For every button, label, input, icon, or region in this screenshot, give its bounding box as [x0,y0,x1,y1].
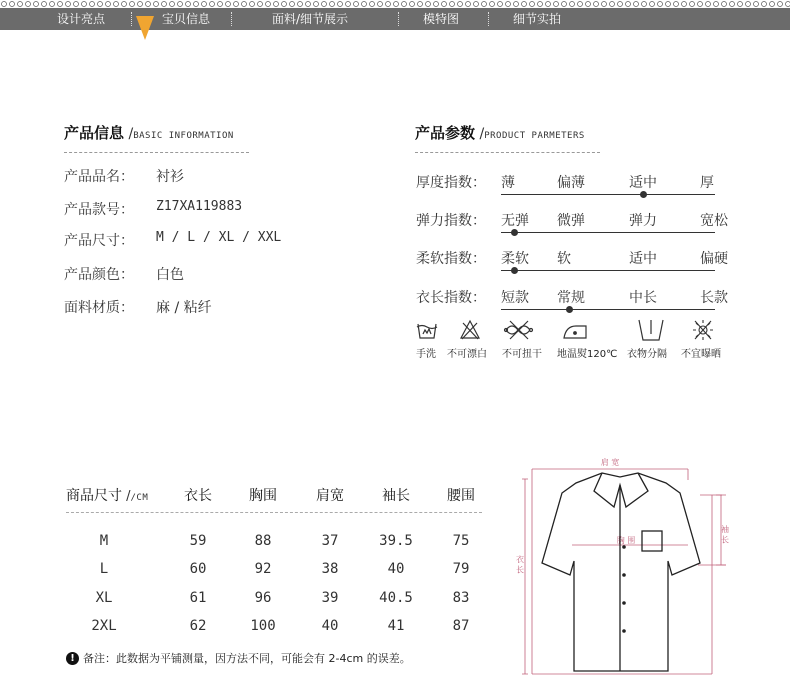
product-params-title: 产品参数 [415,124,476,142]
param-option: 宽松 [700,213,728,229]
nav-tab-model[interactable]: 模特图 [423,12,460,26]
size-note-text: 备注：此数据为平铺测量，因方法不同，可能会有 2-4cm 的误差。 [83,652,411,665]
nav-divider [231,12,232,26]
param-option: 无弹 [501,213,529,229]
param-option: 中长 [629,290,657,306]
nav-divider [488,12,489,26]
param-option: 弹力 [629,213,657,229]
param-option: 适中 [629,251,657,267]
param-option: 偏硬 [700,251,728,267]
column-header: 袖长 [382,488,410,504]
nav-divider [131,12,132,26]
product-params-subtitle: PRODUCT PARMETERS [484,131,585,141]
param-option: 柔软 [501,251,529,267]
nav-divider [398,12,399,26]
column-header: 肩宽 [316,488,344,504]
param-scale-line [501,194,715,195]
nav-tab-product-info[interactable]: 宝贝信息 [162,12,211,26]
sleeve-label: 袖 长 [720,525,730,544]
nav-top-border [0,0,790,8]
info-value: 麻 / 粘纤 [156,300,212,316]
divider [415,152,600,153]
table-cell: 75 [452,533,470,549]
no-wring-icon [505,321,533,339]
info-label: 产品品名： [64,169,134,185]
param-selected-dot [511,267,518,274]
column-header: 衣长 [184,488,212,504]
info-value: 白色 [156,267,184,283]
nav-tab-design[interactable]: 设计亮点 [57,12,106,26]
table-cell: 92 [254,561,272,577]
product-info-heading: 产品信息 /BASIC INFORMATION [64,124,234,142]
separate-wash-icon [639,320,663,340]
table-cell: 60 [189,561,207,577]
param-scale-line [501,232,715,233]
param-option: 偏薄 [557,175,585,191]
size-cell: L [99,561,109,577]
chest-label: 胸 围 [616,536,636,545]
info-row [64,199,134,219]
info-row [64,166,134,186]
table-cell: 100 [250,618,276,634]
info-value: Z17XA119883 [156,199,243,214]
care-label: 地温熨120℃ [557,349,618,360]
shirt-diagram [515,455,744,677]
table-cell: 62 [189,618,207,634]
size-table-unit: /CM [130,493,149,503]
table-cell: 40.5 [379,590,413,606]
care-label: 不可漂白 [447,349,487,360]
table-cell: 39.5 [379,533,413,549]
product-params-heading: 产品参数 /PRODUCT PARMETERS [415,124,585,142]
param-selected-dot [640,191,647,198]
table-cell: 59 [189,533,207,549]
param-option: 薄 [501,175,515,191]
param-option: 常规 [557,290,585,306]
info-label: 产品颜色： [64,267,134,283]
nav-tab-fabric[interactable]: 面料/细节展示 [272,12,349,26]
size-cell: M [99,533,109,549]
param-scale-line [501,270,715,271]
shoulder-label: 肩 宽 [600,458,620,467]
table-cell: 83 [452,590,470,606]
param-selected-dot [511,229,518,236]
table-cell: 39 [321,590,339,606]
param-option: 微弹 [557,213,585,229]
nav-bar [0,8,790,30]
table-cell: 79 [452,561,470,577]
hand-wash-icon [417,324,437,338]
table-cell: 96 [254,590,272,606]
table-cell: 88 [254,533,272,549]
table-cell: 38 [321,561,339,577]
table-cell: 41 [387,618,405,634]
care-label: 不可扭干 [502,349,542,360]
size-cell: XL [95,590,113,606]
divider [66,512,482,513]
no-sun-icon [693,320,713,340]
warning-icon: ! [66,652,79,665]
param-label: 衣长指数： [416,290,486,306]
product-info-title: 产品信息 [64,124,125,142]
size-table-heading: 商品尺寸 //CM [66,488,149,504]
product-info-subtitle: BASIC INFORMATION [133,131,234,141]
column-header: 腰围 [447,488,475,504]
info-label: 面料材质： [64,300,134,316]
size-cell: 2XL [91,618,117,634]
info-value: 衬衫 [156,169,184,185]
shirt-outline [542,473,700,671]
table-cell: 87 [452,618,470,634]
care-label: 手洗 [416,349,436,360]
info-row [64,230,134,250]
nav-active-arrow-icon [136,16,154,40]
size-table-title: 商品尺寸 [66,488,122,504]
no-bleach-icon [461,321,479,339]
param-label: 厚度指数： [416,175,486,191]
info-label: 产品尺寸： [64,233,134,249]
info-row [64,264,134,284]
param-option: 长款 [700,290,728,306]
size-note [66,650,411,666]
param-label: 弹力指数： [416,213,486,229]
care-label: 不宜曝晒 [681,349,721,360]
table-cell: 40 [321,618,339,634]
table-cell: 40 [387,561,405,577]
divider [64,152,249,153]
length-label: 衣 长 [515,555,525,574]
param-option: 软 [557,251,571,267]
param-label: 柔软指数： [416,251,486,267]
table-cell: 37 [321,533,339,549]
table-cell: 61 [189,590,207,606]
info-row [64,297,134,317]
nav-tab-details[interactable]: 细节实拍 [513,12,562,26]
param-option: 短款 [501,290,529,306]
info-label: 产品款号： [64,202,134,218]
column-header: 胸围 [249,488,277,504]
param-scale-line [501,309,715,310]
care-icons [414,318,734,344]
param-option: 厚 [700,175,714,191]
param-option: 适中 [629,175,657,191]
low-iron-icon [564,326,586,338]
info-value: M / L / XL / XXL [156,230,282,245]
care-label: 衣物分隔 [627,349,667,360]
param-selected-dot [566,306,573,313]
